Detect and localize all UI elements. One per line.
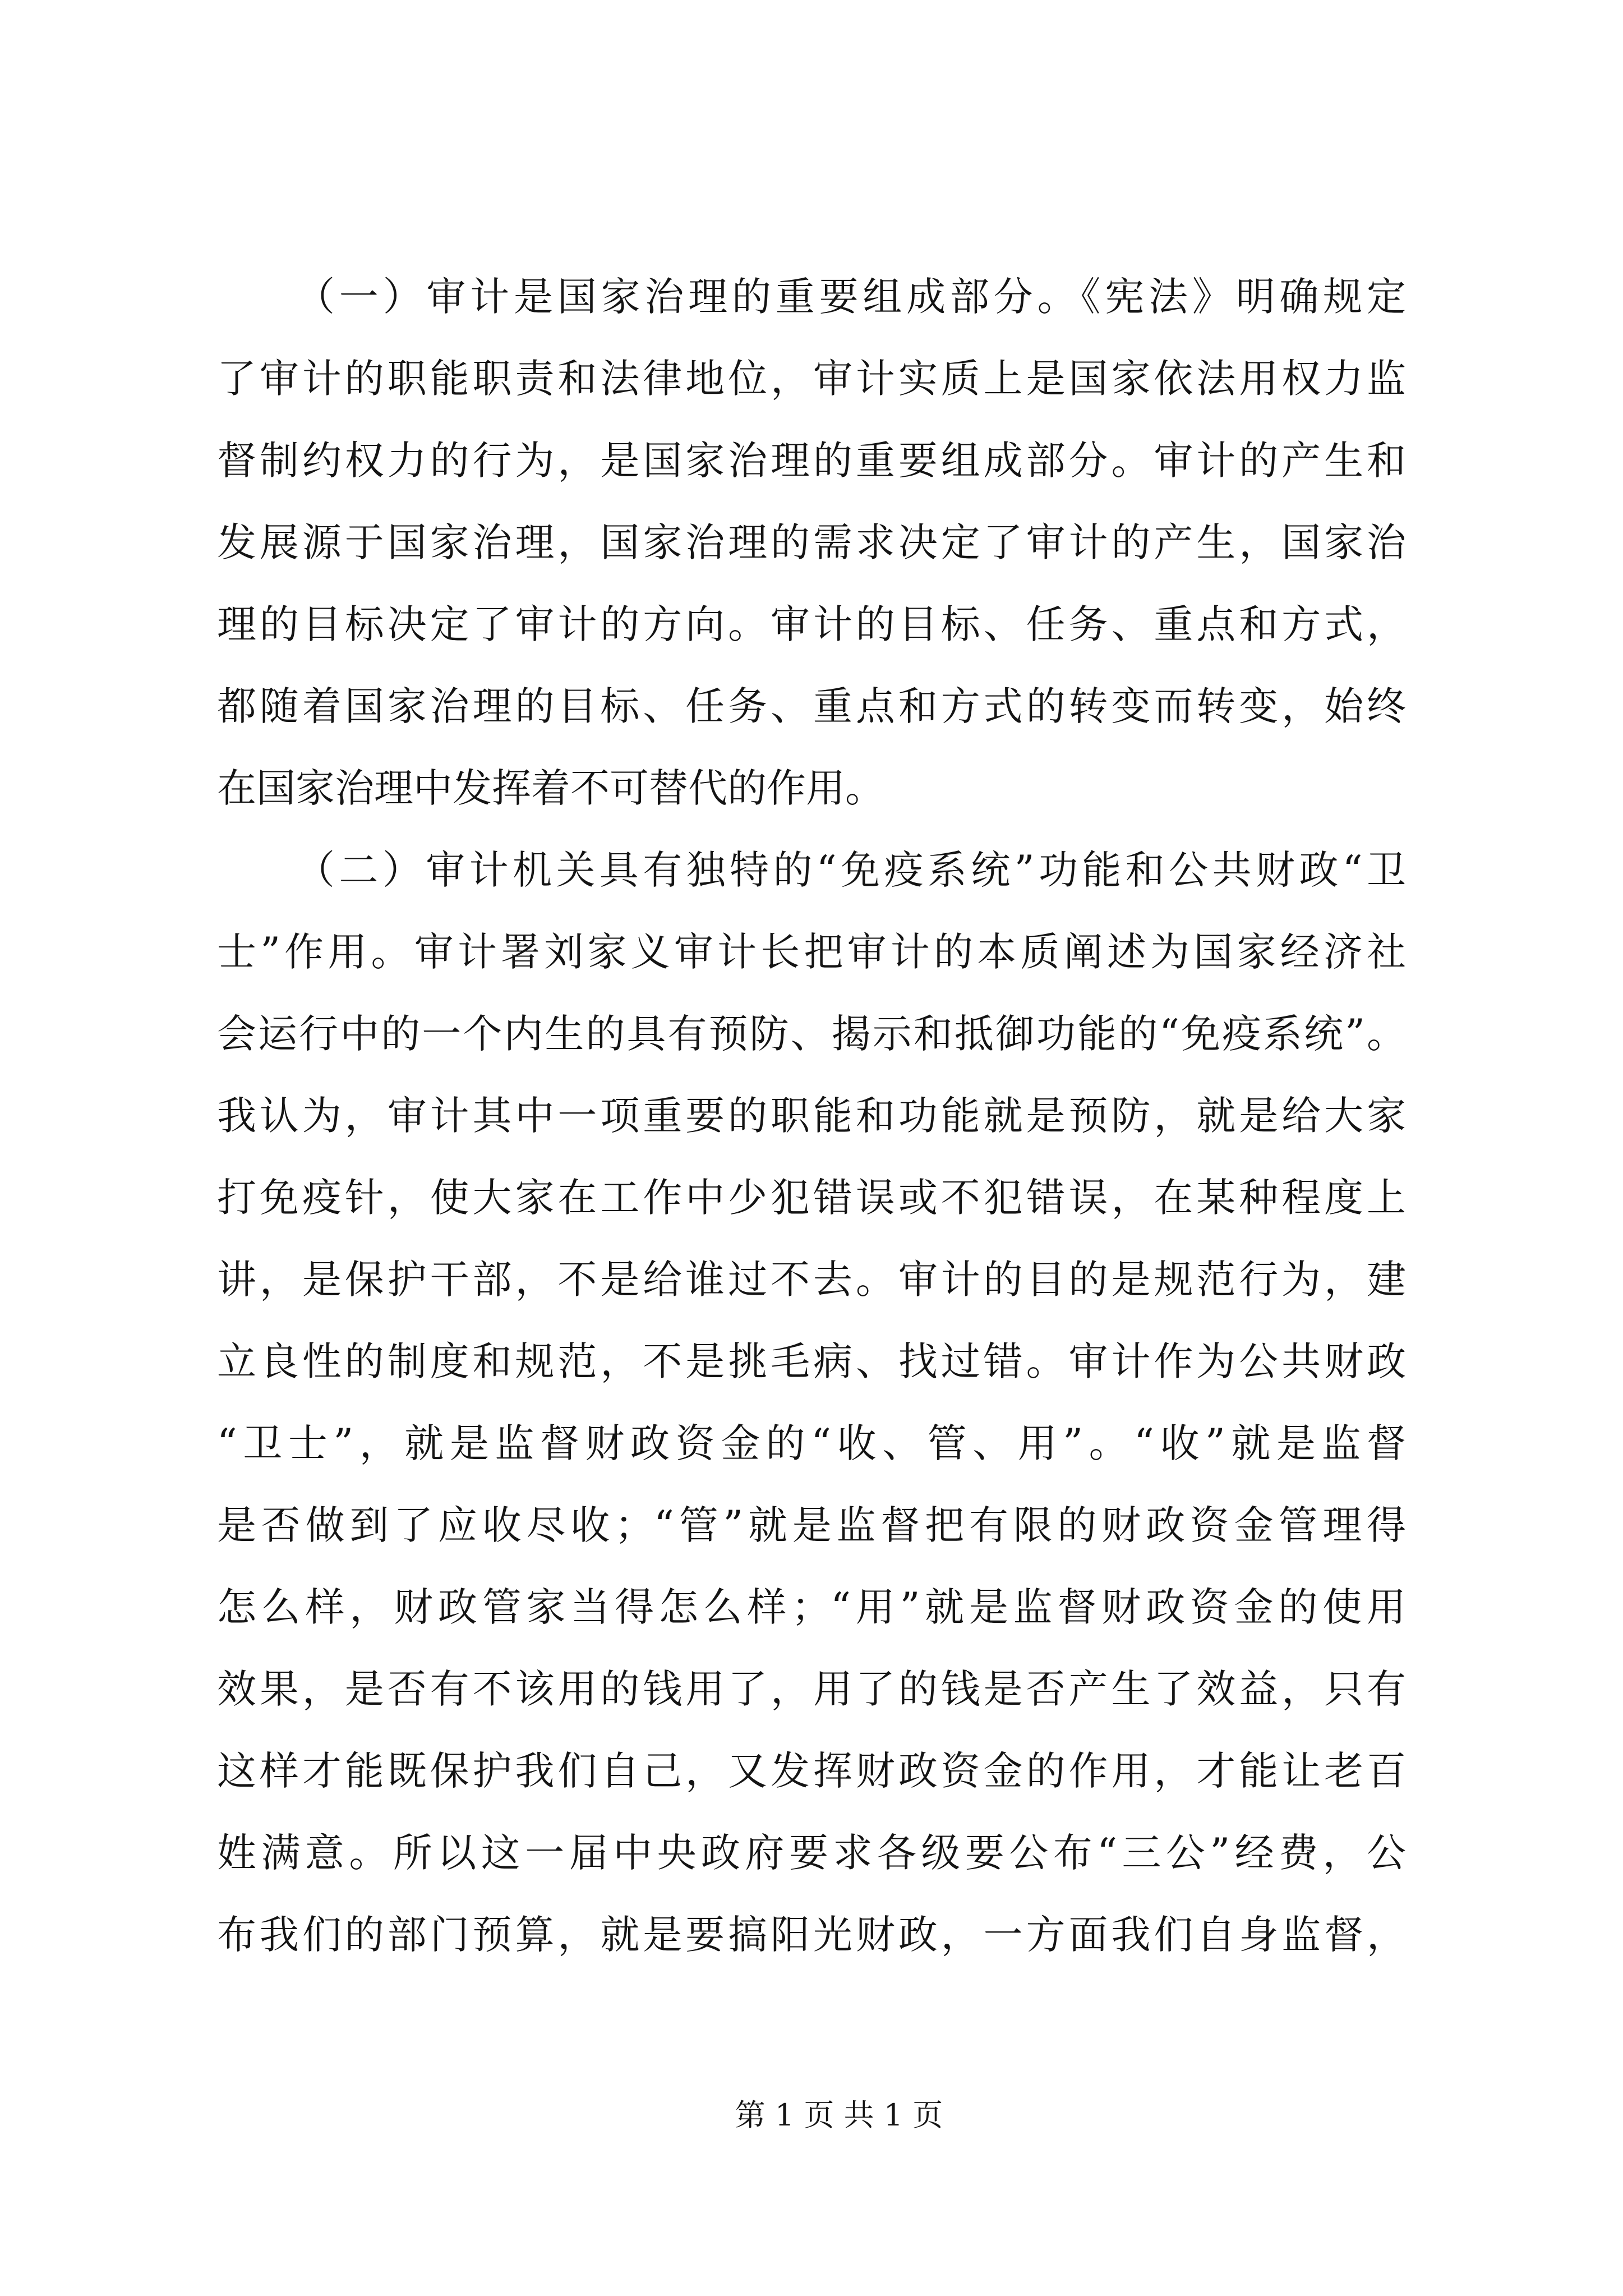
paragraph-1: [217, 256, 1406, 829]
paragraph-line: 会运行中的一个内生的具有预防、揭示和抵御功能的“免疫系统”。: [217, 1011, 1406, 1057]
paragraph-line: 理的目标决定了审计的方向。审计的目标、任务、重点和方式，: [217, 601, 1406, 647]
paragraph-line: 讲，是保护干部，不是给谁过不去。审计的目的是规范行为，建: [217, 1257, 1406, 1303]
paragraph-line: 布我们的部门预算，就是要搞阳光财政，一方面我们自身监督，: [217, 1912, 1406, 1958]
paragraph-line: “卫士”，就是监督财政资金的“收、管、用”。“收”就是监督: [217, 1420, 1406, 1466]
paragraph-line: 我认为，审计其中一项重要的职能和功能就是预防，就是给大家: [217, 1093, 1406, 1139]
document-body: [217, 256, 1406, 1976]
paragraph-line: 打免疫针，使大家在工作中少犯错误或不犯错误，在某种程度上: [217, 1175, 1406, 1221]
page-footer: 第 1 页 共 1 页: [735, 2097, 943, 2133]
paragraph-line: 都随着国家治理的目标、任务、重点和方式的转变而转变，始终: [217, 683, 1406, 729]
paragraph-line: 发展源于国家治理，国家治理的需求决定了审计的产生，国家治: [217, 519, 1406, 565]
paragraph-line: 士”作用。审计署刘家义审计长把审计的本质阐述为国家经济社: [217, 929, 1406, 975]
paragraph-line: 了审计的职能职责和法律地位，审计实质上是国家依法用权力监: [217, 356, 1406, 402]
paragraph-line: 效果，是否有不该用的钱用了，用了的钱是否产生了效益，只有: [217, 1666, 1406, 1712]
paragraph-line: 立良性的制度和规范，不是挑毛病、找过错。审计作为公共财政: [217, 1338, 1406, 1384]
paragraph-line: （一）审计是国家治理的重要组成部分。《宪法》明确规定: [296, 274, 1406, 320]
paragraph-line: （二）审计机关具有独特的“免疫系统”功能和公共财政“卫: [296, 847, 1406, 893]
paragraph-line: 这样才能既保护我们自己，又发挥财政资金的作用，才能让老百: [217, 1748, 1406, 1794]
paragraph-line: 怎么样，财政管家当得怎么样；“用”就是监督财政资金的使用: [217, 1584, 1406, 1630]
paragraph-line: 是否做到了应收尽收；“管”就是监督把有限的财政资金管理得: [217, 1502, 1406, 1548]
paragraph-line: 姓满意。所以这一届中央政府要求各级要公布“三公”经费，公: [217, 1830, 1406, 1876]
paragraph-line: 督制约权力的行为，是国家治理的重要组成部分。审计的产生和: [217, 438, 1406, 484]
paragraph-2: [217, 829, 1406, 1976]
paragraph-line: 在国家治理中发挥着不可替代的作用。: [217, 765, 884, 811]
